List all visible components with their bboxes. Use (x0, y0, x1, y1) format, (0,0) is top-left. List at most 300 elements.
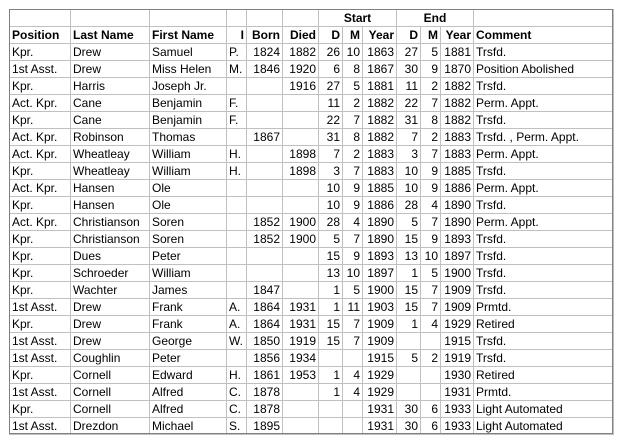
position-cell[interactable]: Kpr. (10, 44, 71, 61)
start-month-cell[interactable] (343, 418, 363, 435)
died-cell[interactable]: 1934 (283, 350, 319, 367)
comment-cell[interactable]: Retired (474, 316, 614, 333)
end-month-cell[interactable] (421, 367, 441, 384)
end-day-cell[interactable]: 1 (397, 316, 421, 333)
start-year-cell[interactable]: 1929 (363, 367, 397, 384)
died-cell[interactable]: 1898 (283, 163, 319, 180)
comment-cell[interactable]: Trsfd. (474, 44, 614, 61)
start-year-cell[interactable]: 1890 (363, 231, 397, 248)
position-cell[interactable]: Kpr. (10, 197, 71, 214)
start-year-cell[interactable]: 1881 (363, 78, 397, 95)
start-year-cell[interactable]: 1931 (363, 418, 397, 435)
cell[interactable] (150, 10, 227, 27)
comment-cell[interactable]: Trsfd. (474, 163, 614, 180)
start-year-cell[interactable]: 1909 (363, 333, 397, 350)
start-year-cell[interactable]: 1931 (363, 401, 397, 418)
start-day-cell[interactable]: 6 (319, 61, 343, 78)
start-month-cell[interactable] (343, 350, 363, 367)
last-name-cell[interactable]: Schroeder (71, 265, 150, 282)
last-name-cell[interactable]: Drew (71, 61, 150, 78)
died-cell[interactable]: 1900 (283, 214, 319, 231)
end-month-cell[interactable]: 8 (421, 112, 441, 129)
comment-cell[interactable]: Trsfd. (474, 350, 614, 367)
comment-cell[interactable]: Perm. Appt. (474, 180, 614, 197)
last-name-cell[interactable]: Robinson (71, 129, 150, 146)
start-day-cell[interactable]: 15 (319, 248, 343, 265)
last-name-cell[interactable]: Wheatleay (71, 163, 150, 180)
last-name-cell[interactable]: Harris (71, 78, 150, 95)
first-name-cell[interactable]: James (150, 282, 227, 299)
first-name-header[interactable]: First Name (150, 27, 227, 44)
died-cell[interactable]: 1920 (283, 61, 319, 78)
start-day-cell[interactable]: 22 (319, 112, 343, 129)
first-name-cell[interactable]: George (150, 333, 227, 350)
died-cell[interactable]: 1931 (283, 299, 319, 316)
end-year-cell[interactable]: 1931 (441, 384, 474, 401)
initial-cell[interactable]: H. (227, 367, 247, 384)
start-year-cell[interactable]: 1890 (363, 214, 397, 231)
died-cell[interactable]: 1900 (283, 231, 319, 248)
end-day-cell[interactable]: 7 (397, 129, 421, 146)
born-cell[interactable] (247, 197, 283, 214)
died-cell[interactable] (283, 401, 319, 418)
born-cell[interactable]: 1864 (247, 299, 283, 316)
comment-cell[interactable]: Trsfd. (474, 282, 614, 299)
end-day-cell[interactable]: 1 (397, 265, 421, 282)
comment-cell[interactable]: Light Automated (474, 401, 614, 418)
end-month-cell[interactable]: 7 (421, 214, 441, 231)
start-day-cell[interactable] (319, 401, 343, 418)
born-cell[interactable] (247, 163, 283, 180)
position-cell[interactable]: 1st Asst. (10, 350, 71, 367)
first-name-cell[interactable]: Alfred (150, 384, 227, 401)
start-month-cell[interactable] (343, 401, 363, 418)
comment-cell[interactable]: Trsfd. (474, 333, 614, 350)
first-name-cell[interactable]: Ole (150, 180, 227, 197)
start-day-cell[interactable]: 7 (319, 146, 343, 163)
last-name-cell[interactable]: Christianson (71, 231, 150, 248)
born-cell[interactable]: 1895 (247, 418, 283, 435)
end-year-cell[interactable]: 1882 (441, 112, 474, 129)
died-cell[interactable] (283, 95, 319, 112)
start-year-cell[interactable]: 1886 (363, 197, 397, 214)
end-month-cell[interactable]: 7 (421, 146, 441, 163)
start-group-header[interactable]: Start (319, 10, 397, 27)
start-day-cell[interactable]: 26 (319, 44, 343, 61)
last-name-cell[interactable]: Coughlin (71, 350, 150, 367)
died-cell[interactable] (283, 112, 319, 129)
end-day-cell[interactable]: 10 (397, 163, 421, 180)
start-month-cell[interactable]: 4 (343, 367, 363, 384)
last-name-cell[interactable]: Cane (71, 95, 150, 112)
died-cell[interactable]: 1898 (283, 146, 319, 163)
initial-cell[interactable]: F. (227, 112, 247, 129)
cell[interactable] (247, 10, 283, 27)
died-cell[interactable] (283, 180, 319, 197)
comment-cell[interactable]: Light Automated (474, 418, 614, 435)
end-year-cell[interactable]: 1883 (441, 146, 474, 163)
end-year-cell[interactable]: 1870 (441, 61, 474, 78)
last-name-cell[interactable]: Wheatleay (71, 146, 150, 163)
end-day-cell[interactable] (397, 384, 421, 401)
last-name-cell[interactable]: Cane (71, 112, 150, 129)
end-year-cell[interactable]: 1893 (441, 231, 474, 248)
initial-cell[interactable]: F. (227, 95, 247, 112)
last-name-header[interactable]: Last Name (71, 27, 150, 44)
end-year-cell[interactable]: 1909 (441, 299, 474, 316)
comment-cell[interactable]: Position Abolished (474, 61, 614, 78)
last-name-cell[interactable]: Cornell (71, 384, 150, 401)
died-cell[interactable] (283, 129, 319, 146)
end-day-cell[interactable]: 28 (397, 197, 421, 214)
initial-cell[interactable] (227, 265, 247, 282)
last-name-cell[interactable]: Hansen (71, 180, 150, 197)
end-day-cell[interactable]: 13 (397, 248, 421, 265)
initial-cell[interactable] (227, 180, 247, 197)
start-day-cell[interactable]: 1 (319, 299, 343, 316)
end-year-cell[interactable]: 1883 (441, 129, 474, 146)
start-day-cell[interactable]: 10 (319, 197, 343, 214)
position-cell[interactable]: Kpr. (10, 316, 71, 333)
born-cell[interactable] (247, 248, 283, 265)
end-month-cell[interactable]: 5 (421, 265, 441, 282)
comment-cell[interactable]: Perm. Appt. (474, 214, 614, 231)
cell[interactable] (283, 10, 319, 27)
end-month-cell[interactable]: 7 (421, 95, 441, 112)
position-header[interactable]: Position (10, 27, 71, 44)
position-cell[interactable]: 1st Asst. (10, 333, 71, 350)
position-cell[interactable]: Kpr. (10, 367, 71, 384)
initial-cell[interactable] (227, 214, 247, 231)
last-name-cell[interactable]: Drew (71, 316, 150, 333)
initial-cell[interactable]: C. (227, 384, 247, 401)
first-name-cell[interactable]: Miss Helen (150, 61, 227, 78)
start-month-cell[interactable]: 5 (343, 282, 363, 299)
start-year-cell[interactable]: 1929 (363, 384, 397, 401)
end-day-cell[interactable]: 10 (397, 180, 421, 197)
end-year-cell[interactable]: 1909 (441, 282, 474, 299)
end-month-cell[interactable]: 4 (421, 316, 441, 333)
position-cell[interactable]: Kpr. (10, 78, 71, 95)
end-year-cell[interactable]: 1882 (441, 78, 474, 95)
end-year-cell[interactable]: 1929 (441, 316, 474, 333)
start-month-cell[interactable]: 5 (343, 78, 363, 95)
last-name-cell[interactable]: Drew (71, 44, 150, 61)
comment-cell[interactable]: Prmtd. (474, 299, 614, 316)
start-year-cell[interactable]: 1882 (363, 112, 397, 129)
position-cell[interactable]: 1st Asst. (10, 61, 71, 78)
end-day-cell[interactable]: 30 (397, 401, 421, 418)
end-year-cell[interactable]: 1915 (441, 333, 474, 350)
end-month-cell[interactable]: 10 (421, 248, 441, 265)
position-cell[interactable]: Act. Kpr. (10, 180, 71, 197)
died-cell[interactable]: 1953 (283, 367, 319, 384)
initial-cell[interactable] (227, 248, 247, 265)
end-month-cell[interactable]: 6 (421, 401, 441, 418)
end-day-cell[interactable]: 27 (397, 44, 421, 61)
start-day-cell[interactable]: 27 (319, 78, 343, 95)
last-name-cell[interactable]: Wachter (71, 282, 150, 299)
start-day-cell[interactable] (319, 418, 343, 435)
end-day-header[interactable]: D (397, 27, 421, 44)
position-cell[interactable]: Act. Kpr. (10, 95, 71, 112)
start-year-cell[interactable]: 1897 (363, 265, 397, 282)
start-year-cell[interactable]: 1903 (363, 299, 397, 316)
start-month-cell[interactable]: 9 (343, 180, 363, 197)
died-cell[interactable]: 1916 (283, 78, 319, 95)
start-day-cell[interactable]: 5 (319, 231, 343, 248)
position-cell[interactable]: Act. Kpr. (10, 214, 71, 231)
end-group-header[interactable]: End (397, 10, 474, 27)
position-cell[interactable]: Kpr. (10, 282, 71, 299)
end-year-header[interactable]: Year (441, 27, 474, 44)
initial-cell[interactable] (227, 231, 247, 248)
start-day-cell[interactable]: 15 (319, 316, 343, 333)
end-year-cell[interactable]: 1897 (441, 248, 474, 265)
end-year-cell[interactable]: 1900 (441, 265, 474, 282)
end-year-cell[interactable]: 1890 (441, 197, 474, 214)
start-year-cell[interactable]: 1863 (363, 44, 397, 61)
first-name-cell[interactable]: Thomas (150, 129, 227, 146)
start-month-cell[interactable]: 7 (343, 316, 363, 333)
last-name-cell[interactable]: Christianson (71, 214, 150, 231)
start-day-cell[interactable]: 11 (319, 95, 343, 112)
first-name-cell[interactable]: Edward (150, 367, 227, 384)
start-month-cell[interactable]: 7 (343, 231, 363, 248)
first-name-cell[interactable]: Soren (150, 231, 227, 248)
start-day-cell[interactable]: 15 (319, 333, 343, 350)
born-cell[interactable]: 1878 (247, 401, 283, 418)
end-year-cell[interactable]: 1933 (441, 418, 474, 435)
end-year-cell[interactable]: 1890 (441, 214, 474, 231)
born-cell[interactable] (247, 180, 283, 197)
born-cell[interactable]: 1846 (247, 61, 283, 78)
comment-cell[interactable]: Trsfd. (474, 265, 614, 282)
end-day-cell[interactable]: 11 (397, 78, 421, 95)
start-year-cell[interactable]: 1883 (363, 163, 397, 180)
first-name-cell[interactable]: William (150, 146, 227, 163)
initial-header[interactable]: I (227, 27, 247, 44)
start-month-cell[interactable]: 4 (343, 214, 363, 231)
died-cell[interactable]: 1931 (283, 316, 319, 333)
end-day-cell[interactable]: 22 (397, 95, 421, 112)
start-day-header[interactable]: D (319, 27, 343, 44)
start-year-cell[interactable]: 1900 (363, 282, 397, 299)
born-cell[interactable]: 1864 (247, 316, 283, 333)
first-name-cell[interactable]: Frank (150, 299, 227, 316)
first-name-cell[interactable]: Peter (150, 248, 227, 265)
start-year-cell[interactable]: 1882 (363, 129, 397, 146)
last-name-cell[interactable]: Hansen (71, 197, 150, 214)
start-month-cell[interactable]: 9 (343, 248, 363, 265)
cell[interactable] (474, 10, 614, 27)
comment-header[interactable]: Comment (474, 27, 614, 44)
end-month-cell[interactable]: 4 (421, 197, 441, 214)
start-month-cell[interactable]: 11 (343, 299, 363, 316)
died-cell[interactable]: 1882 (283, 44, 319, 61)
end-day-cell[interactable]: 15 (397, 282, 421, 299)
end-year-cell[interactable]: 1885 (441, 163, 474, 180)
start-day-cell[interactable]: 28 (319, 214, 343, 231)
end-day-cell[interactable]: 30 (397, 61, 421, 78)
initial-cell[interactable]: A. (227, 316, 247, 333)
position-cell[interactable]: Act. Kpr. (10, 146, 71, 163)
position-cell[interactable]: 1st Asst. (10, 418, 71, 435)
position-cell[interactable]: Kpr. (10, 163, 71, 180)
first-name-cell[interactable]: Michael (150, 418, 227, 435)
first-name-cell[interactable]: Frank (150, 316, 227, 333)
born-cell[interactable]: 1850 (247, 333, 283, 350)
died-cell[interactable] (283, 282, 319, 299)
last-name-cell[interactable]: Drezdon (71, 418, 150, 435)
position-cell[interactable]: Act. Kpr. (10, 129, 71, 146)
born-cell[interactable]: 1852 (247, 231, 283, 248)
died-cell[interactable] (283, 197, 319, 214)
start-day-cell[interactable]: 31 (319, 129, 343, 146)
comment-cell[interactable]: Trsfd. (474, 112, 614, 129)
end-year-cell[interactable]: 1919 (441, 350, 474, 367)
end-month-cell[interactable]: 6 (421, 418, 441, 435)
born-cell[interactable]: 1878 (247, 384, 283, 401)
position-cell[interactable]: Kpr. (10, 401, 71, 418)
position-cell[interactable]: Kpr. (10, 248, 71, 265)
end-month-cell[interactable]: 9 (421, 231, 441, 248)
end-day-cell[interactable]: 31 (397, 112, 421, 129)
cell[interactable] (71, 10, 150, 27)
born-cell[interactable]: 1856 (247, 350, 283, 367)
start-month-cell[interactable]: 2 (343, 95, 363, 112)
died-header[interactable]: Died (283, 27, 319, 44)
born-cell[interactable]: 1852 (247, 214, 283, 231)
end-month-cell[interactable]: 7 (421, 282, 441, 299)
initial-cell[interactable]: P. (227, 44, 247, 61)
end-year-cell[interactable]: 1930 (441, 367, 474, 384)
start-day-cell[interactable]: 1 (319, 384, 343, 401)
end-month-cell[interactable]: 7 (421, 299, 441, 316)
first-name-cell[interactable]: Alfred (150, 401, 227, 418)
first-name-cell[interactable]: Samuel (150, 44, 227, 61)
comment-cell[interactable]: Trsfd. (474, 78, 614, 95)
start-year-cell[interactable]: 1915 (363, 350, 397, 367)
start-year-header[interactable]: Year (363, 27, 397, 44)
born-header[interactable]: Born (247, 27, 283, 44)
start-month-cell[interactable]: 10 (343, 44, 363, 61)
comment-cell[interactable]: Trsfd. , Perm. Appt. (474, 129, 614, 146)
end-month-cell[interactable]: 2 (421, 129, 441, 146)
end-month-cell[interactable]: 2 (421, 78, 441, 95)
initial-cell[interactable] (227, 78, 247, 95)
start-month-cell[interactable]: 7 (343, 333, 363, 350)
initial-cell[interactable]: H. (227, 146, 247, 163)
start-month-header[interactable]: M (343, 27, 363, 44)
end-year-cell[interactable]: 1882 (441, 95, 474, 112)
end-day-cell[interactable]: 15 (397, 231, 421, 248)
first-name-cell[interactable]: Joseph Jr. (150, 78, 227, 95)
end-month-cell[interactable]: 2 (421, 350, 441, 367)
start-month-cell[interactable]: 7 (343, 163, 363, 180)
initial-cell[interactable] (227, 350, 247, 367)
end-day-cell[interactable] (397, 367, 421, 384)
first-name-cell[interactable]: Benjamin (150, 112, 227, 129)
comment-cell[interactable]: Prmtd. (474, 384, 614, 401)
start-day-cell[interactable]: 13 (319, 265, 343, 282)
start-year-cell[interactable]: 1867 (363, 61, 397, 78)
start-month-cell[interactable]: 10 (343, 265, 363, 282)
cell[interactable] (227, 10, 247, 27)
initial-cell[interactable] (227, 282, 247, 299)
initial-cell[interactable] (227, 197, 247, 214)
end-day-cell[interactable] (397, 333, 421, 350)
comment-cell[interactable]: Retired (474, 367, 614, 384)
cell[interactable] (10, 10, 71, 27)
start-day-cell[interactable]: 3 (319, 163, 343, 180)
comment-cell[interactable]: Trsfd. (474, 248, 614, 265)
comment-cell[interactable]: Trsfd. (474, 197, 614, 214)
end-month-cell[interactable]: 9 (421, 163, 441, 180)
end-day-cell[interactable]: 15 (397, 299, 421, 316)
start-year-cell[interactable]: 1885 (363, 180, 397, 197)
start-year-cell[interactable]: 1909 (363, 316, 397, 333)
comment-cell[interactable]: Perm. Appt. (474, 146, 614, 163)
end-year-cell[interactable]: 1933 (441, 401, 474, 418)
start-day-cell[interactable] (319, 350, 343, 367)
first-name-cell[interactable]: Peter (150, 350, 227, 367)
last-name-cell[interactable]: Drew (71, 333, 150, 350)
died-cell[interactable] (283, 384, 319, 401)
last-name-cell[interactable]: Cornell (71, 367, 150, 384)
end-month-cell[interactable]: 9 (421, 61, 441, 78)
start-year-cell[interactable]: 1893 (363, 248, 397, 265)
position-cell[interactable]: 1st Asst. (10, 384, 71, 401)
comment-cell[interactable]: Trsfd. (474, 231, 614, 248)
last-name-cell[interactable]: Dues (71, 248, 150, 265)
position-cell[interactable]: Kpr. (10, 112, 71, 129)
end-day-cell[interactable]: 3 (397, 146, 421, 163)
position-cell[interactable]: Kpr. (10, 231, 71, 248)
last-name-cell[interactable]: Cornell (71, 401, 150, 418)
start-year-cell[interactable]: 1882 (363, 95, 397, 112)
position-cell[interactable]: Kpr. (10, 265, 71, 282)
initial-cell[interactable]: W. (227, 333, 247, 350)
start-year-cell[interactable]: 1883 (363, 146, 397, 163)
start-month-cell[interactable]: 8 (343, 61, 363, 78)
end-month-cell[interactable]: 5 (421, 44, 441, 61)
first-name-cell[interactable]: Soren (150, 214, 227, 231)
start-month-cell[interactable]: 7 (343, 112, 363, 129)
end-year-cell[interactable]: 1886 (441, 180, 474, 197)
end-day-cell[interactable]: 30 (397, 418, 421, 435)
initial-cell[interactable]: H. (227, 163, 247, 180)
comment-cell[interactable]: Perm. Appt. (474, 95, 614, 112)
end-year-cell[interactable]: 1881 (441, 44, 474, 61)
died-cell[interactable]: 1919 (283, 333, 319, 350)
born-cell[interactable]: 1867 (247, 129, 283, 146)
born-cell[interactable]: 1824 (247, 44, 283, 61)
start-month-cell[interactable]: 2 (343, 146, 363, 163)
initial-cell[interactable]: C. (227, 401, 247, 418)
start-month-cell[interactable]: 9 (343, 197, 363, 214)
first-name-cell[interactable]: Benjamin (150, 95, 227, 112)
end-day-cell[interactable]: 5 (397, 350, 421, 367)
end-month-cell[interactable] (421, 333, 441, 350)
died-cell[interactable] (283, 265, 319, 282)
initial-cell[interactable]: A. (227, 299, 247, 316)
start-day-cell[interactable]: 1 (319, 367, 343, 384)
first-name-cell[interactable]: William (150, 163, 227, 180)
end-month-header[interactable]: M (421, 27, 441, 44)
first-name-cell[interactable]: William (150, 265, 227, 282)
born-cell[interactable] (247, 146, 283, 163)
